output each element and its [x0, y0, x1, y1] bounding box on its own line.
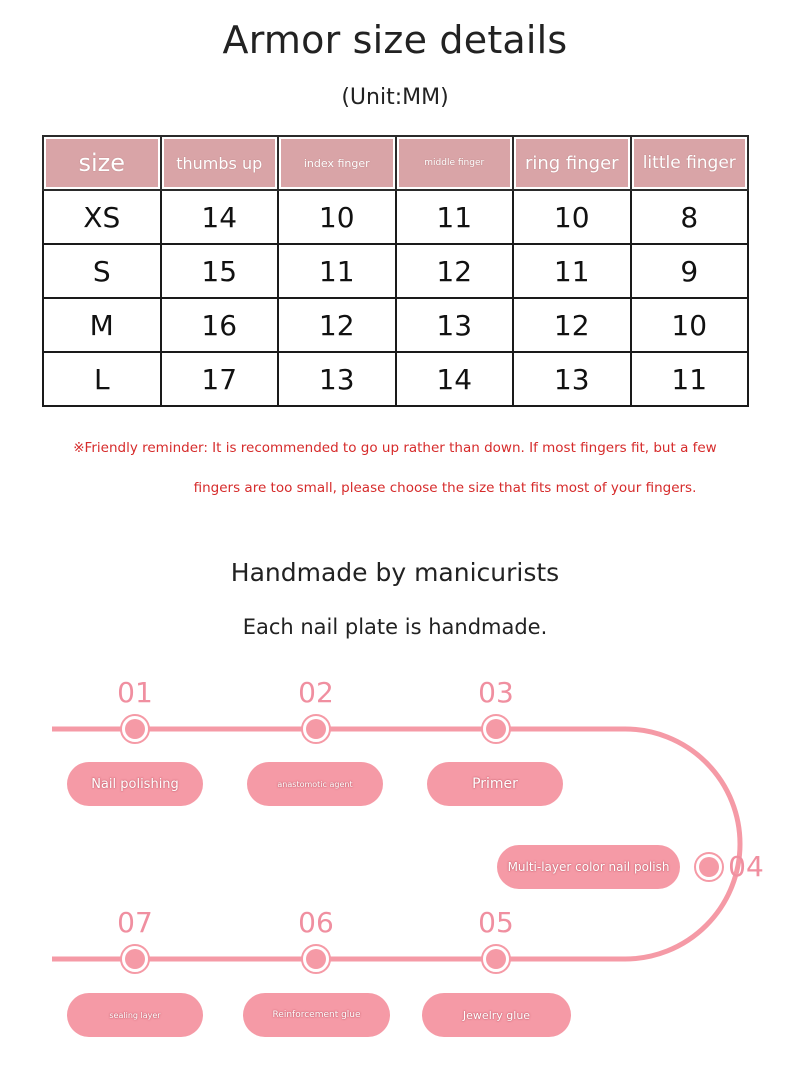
column-header-index: index finger: [278, 136, 396, 190]
table-cell: 8: [631, 190, 749, 244]
step-number-02: 02: [298, 676, 334, 709]
table-cell: 10: [513, 190, 631, 244]
column-header-size: size: [43, 136, 161, 190]
size-cell: S: [43, 244, 161, 298]
timeline-node-03: [482, 715, 510, 743]
table-cell: 13: [278, 352, 396, 406]
table-cell: 11: [513, 244, 631, 298]
step-number-05: 05: [478, 906, 514, 939]
table-cell: 17: [161, 352, 279, 406]
step-number-07: 07: [117, 906, 153, 939]
size-cell: XS: [43, 190, 161, 244]
table-cell: 15: [161, 244, 279, 298]
step-label-primer: Primer: [427, 762, 563, 806]
step-label-nail-polishing: Nail polishing: [67, 762, 203, 806]
reminder-line-1: ※Friendly reminder: It is recommended to go up rather than down. If most fingers fit, but a few: [73, 440, 717, 456]
step-label-reinforcement-glue: Reinforcement glue: [243, 993, 390, 1037]
process-title: Handmade by manicurists: [230, 558, 560, 587]
step-label-anastomotic-agent: anastomotic agent: [247, 762, 383, 806]
column-header-middle: middle finger: [396, 136, 514, 190]
column-header-thumb: thumbs up: [161, 136, 279, 190]
timeline-node-07: [121, 945, 149, 973]
table-cell: 14: [396, 352, 514, 406]
timeline-node-06: [302, 945, 330, 973]
table-cell: 11: [631, 352, 749, 406]
timeline-node-05: [482, 945, 510, 973]
step-label-jewelry-glue: Jewelry glue: [422, 993, 571, 1037]
step-number-04: 04: [728, 850, 764, 883]
table-cell: 12: [513, 298, 631, 352]
size-cell: M: [43, 298, 161, 352]
column-header-ring: ring finger: [513, 136, 631, 190]
step-label-sealing-layer: sealing layer: [67, 993, 203, 1037]
timeline-node-02: [302, 715, 330, 743]
column-header-little: little finger: [631, 136, 749, 190]
table-cell: 13: [396, 298, 514, 352]
step-number-01: 01: [117, 676, 153, 709]
table-cell: 9: [631, 244, 749, 298]
timeline-node-01: [121, 715, 149, 743]
table-cell: 13: [513, 352, 631, 406]
table-cell: 14: [161, 190, 279, 244]
table-cell: 11: [396, 190, 514, 244]
step-number-03: 03: [478, 676, 514, 709]
table-cell: 10: [278, 190, 396, 244]
table-cell: 10: [631, 298, 749, 352]
size-cell: L: [43, 352, 161, 406]
table-cell: 11: [278, 244, 396, 298]
table-cell: 12: [396, 244, 514, 298]
table-cell: 16: [161, 298, 279, 352]
reminder-line-2: fingers are too small, please choose the size that fits most of your fingers.: [193, 480, 697, 496]
unit-label: (Unit:MM): [341, 85, 449, 110]
table-cell: 12: [278, 298, 396, 352]
step-label-multi-layer-polish: Multi-layer color nail polish: [497, 845, 680, 889]
process-subtitle: Each nail plate is handmade.: [242, 615, 548, 639]
page-title: Armor size details: [222, 18, 568, 62]
step-number-06: 06: [298, 906, 334, 939]
